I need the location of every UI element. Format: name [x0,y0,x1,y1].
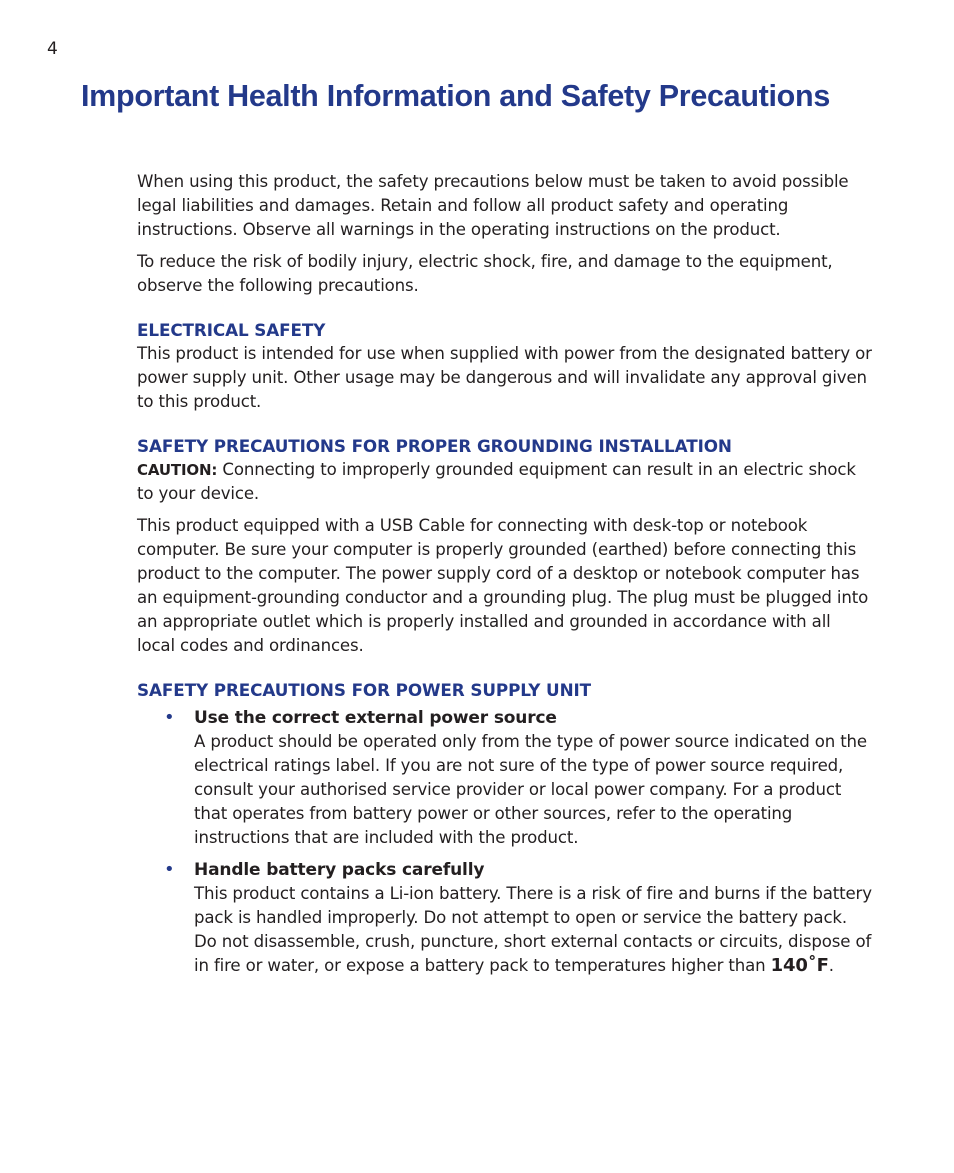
bullet-body: A product should be operated only from the type of power source indicated on the electrical ratings label. If you are not sure of the type of power source required, consult your authorised service provider or local power company. For a product that operates from battery power or other sources, refer to the operating instructions that are included with the product. [194,732,867,847]
electrical-safety-heading: ELECTRICAL SAFETY [137,320,326,340]
list-item [137,858,872,978]
page-number: 4 [47,39,58,59]
battery-body-text: This product contains a Li-ion battery. There is a risk of fire and burns if the battery pack is handled improperly. Do not attempt to open or service the battery pack. Do not disassemble, crush, puncture, short external contacts or circuits, dispose of in fire or water, or expose a battery pack to temperatures higher than [194,884,872,975]
caution-label: CAUTION: [137,461,218,479]
temperature-limit: 140˚F [770,955,829,976]
bullet-title: Use the correct external power source [194,708,557,728]
intro-paragraph-1: When using this product, the safety precautions below must be taken to avoid possible legal liabilities and damages. Retain and follow all product safety and operating instructions. Observe all warnings in the operating instructions on the product. [137,172,849,239]
grounding-heading: SAFETY PRECAUTIONS FOR PROPER GROUNDING INSTALLATION [137,436,732,456]
electrical-safety-body: This product is intended for use when supplied with power from the designated battery or power supply unit. Other usage may be dangerous and will invalidate any approval given to this product. [137,344,872,411]
power-supply-heading: SAFETY PRECAUTIONS FOR POWER SUPPLY UNIT [137,680,592,700]
list-item [137,706,872,850]
bullet-body [194,882,872,978]
caution-text: Connecting to improperly grounded equipment can result in an electric shock to your device. [137,460,856,503]
intro-paragraph-2: To reduce the risk of bodily injury, electric shock, fire, and damage to the equipment, observe the following precautions. [137,252,833,295]
bullet-title: Handle battery packs carefully [194,860,485,880]
document-body [137,170,872,978]
battery-body-end: . [828,956,834,975]
caution-paragraph [137,458,872,506]
page-title: Important Health Information and Safety Precautions [81,79,831,113]
grounding-body: This product equipped with a USB Cable for connecting with desk-top or notebook computer. Be sure your computer is properly grounded (earthed) before connecting this product to the computer. The power supply cord of a desktop or notebook computer has an equipment-grounding conductor and a grounding plug. The plug must be plugged into an appropriate outlet which is properly installed and grounded in accordance with all local codes and ordinances. [137,516,869,655]
bullet-icon: • [164,859,175,880]
bullet-icon: • [164,707,175,728]
